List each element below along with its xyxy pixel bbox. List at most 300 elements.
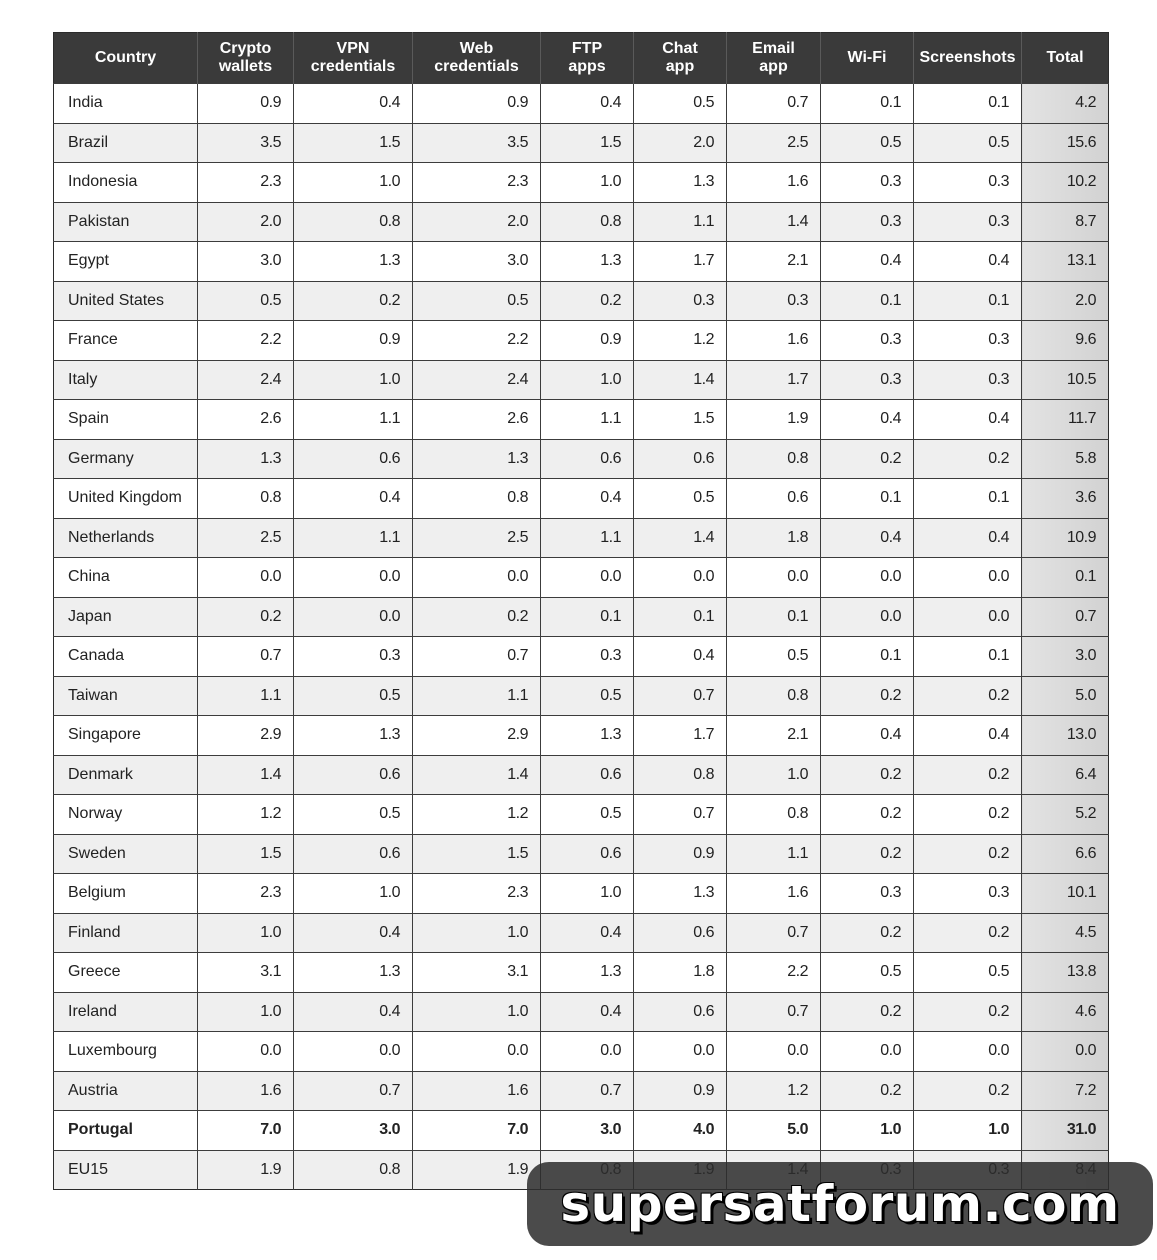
value-cell: 0.5 [198, 281, 294, 321]
value-cell: 0.1 [914, 637, 1022, 677]
country-cell: United Kingdom [54, 479, 198, 519]
country-cell: Greece [54, 953, 198, 993]
value-cell: 0.4 [821, 518, 914, 558]
value-cell: 0.5 [634, 479, 727, 519]
value-cell: 0.3 [914, 202, 1022, 242]
column-header: FTP apps [541, 33, 634, 84]
value-cell: 0.8 [294, 1150, 413, 1190]
total-cell: 13.0 [1022, 716, 1109, 756]
value-cell: 4.0 [634, 1111, 727, 1151]
value-cell: 0.3 [541, 637, 634, 677]
value-cell: 0.4 [821, 242, 914, 282]
value-cell: 0.6 [541, 439, 634, 479]
total-cell: 10.5 [1022, 360, 1109, 400]
value-cell: 0.0 [821, 1032, 914, 1072]
value-cell: 1.3 [294, 953, 413, 993]
value-cell: 0.6 [634, 992, 727, 1032]
watermark-text: supersatforum.com [560, 1175, 1120, 1233]
table-row [54, 716, 1109, 756]
value-cell: 1.6 [727, 874, 821, 914]
value-cell: 3.0 [541, 1111, 634, 1151]
value-cell: 0.2 [821, 992, 914, 1032]
value-cell: 0.4 [914, 518, 1022, 558]
value-cell: 0.8 [541, 202, 634, 242]
value-cell: 1.3 [413, 439, 541, 479]
total-cell: 13.8 [1022, 953, 1109, 993]
value-cell: 1.0 [198, 992, 294, 1032]
table-row [54, 360, 1109, 400]
value-cell: 0.4 [821, 400, 914, 440]
value-cell: 0.7 [634, 795, 727, 835]
value-cell: 0.3 [914, 321, 1022, 361]
value-cell: 0.3 [821, 202, 914, 242]
value-cell: 0.2 [914, 834, 1022, 874]
value-cell: 0.0 [198, 558, 294, 598]
value-cell: 2.4 [198, 360, 294, 400]
value-cell: 2.2 [727, 953, 821, 993]
table-row [54, 242, 1109, 282]
value-cell: 1.0 [413, 992, 541, 1032]
value-cell: 3.5 [413, 123, 541, 163]
table-body [54, 84, 1109, 1190]
value-cell: 0.0 [914, 1032, 1022, 1072]
value-cell: 1.3 [541, 716, 634, 756]
value-cell: 0.6 [294, 834, 413, 874]
value-cell: 1.2 [413, 795, 541, 835]
value-cell: 0.4 [294, 992, 413, 1032]
value-cell: 0.3 [914, 874, 1022, 914]
value-cell: 0.2 [914, 913, 1022, 953]
value-cell: 0.5 [821, 953, 914, 993]
country-cell: Pakistan [54, 202, 198, 242]
value-cell: 0.7 [198, 637, 294, 677]
value-cell: 1.1 [634, 202, 727, 242]
country-cell: Sweden [54, 834, 198, 874]
value-cell: 1.1 [198, 676, 294, 716]
value-cell: 0.7 [541, 1071, 634, 1111]
value-cell: 0.2 [541, 281, 634, 321]
value-cell: 7.0 [413, 1111, 541, 1151]
value-cell: 0.0 [634, 558, 727, 598]
country-cell: Finland [54, 913, 198, 953]
country-cell: Spain [54, 400, 198, 440]
value-cell: 3.1 [198, 953, 294, 993]
value-cell: 1.3 [294, 716, 413, 756]
value-cell: 0.6 [294, 755, 413, 795]
value-cell: 1.8 [727, 518, 821, 558]
value-cell: 0.7 [294, 1071, 413, 1111]
value-cell: 0.0 [294, 597, 413, 637]
value-cell: 0.6 [727, 479, 821, 519]
value-cell: 0.8 [727, 795, 821, 835]
value-cell: 1.8 [634, 953, 727, 993]
table-row [54, 597, 1109, 637]
value-cell: 0.2 [914, 755, 1022, 795]
total-cell: 4.5 [1022, 913, 1109, 953]
country-cell: Portugal [54, 1111, 198, 1151]
total-cell: 5.2 [1022, 795, 1109, 835]
value-cell: 1.7 [634, 242, 727, 282]
value-cell: 0.2 [914, 992, 1022, 1032]
table-row [54, 321, 1109, 361]
value-cell: 1.5 [634, 400, 727, 440]
value-cell: 0.8 [294, 202, 413, 242]
country-cell: China [54, 558, 198, 598]
value-cell: 0.2 [198, 597, 294, 637]
value-cell: 1.7 [727, 360, 821, 400]
value-cell: 1.6 [727, 321, 821, 361]
value-cell: 2.3 [413, 874, 541, 914]
country-cell: India [54, 84, 198, 124]
country-cell: Austria [54, 1071, 198, 1111]
value-cell: 1.6 [727, 163, 821, 203]
value-cell: 0.8 [198, 479, 294, 519]
value-cell: 0.4 [914, 400, 1022, 440]
value-cell: 0.2 [914, 1071, 1022, 1111]
value-cell: 0.1 [634, 597, 727, 637]
value-cell: 1.5 [198, 834, 294, 874]
value-cell: 1.0 [294, 163, 413, 203]
country-cell: Egypt [54, 242, 198, 282]
table-header-row [54, 33, 1109, 84]
value-cell: 2.6 [413, 400, 541, 440]
total-cell: 6.4 [1022, 755, 1109, 795]
value-cell: 2.1 [727, 242, 821, 282]
total-cell: 10.9 [1022, 518, 1109, 558]
value-cell: 1.0 [294, 874, 413, 914]
value-cell: 1.0 [198, 913, 294, 953]
value-cell: 1.4 [413, 755, 541, 795]
value-cell: 1.3 [634, 163, 727, 203]
value-cell: 1.4 [634, 360, 727, 400]
column-header: Email app [727, 33, 821, 84]
value-cell: 0.1 [727, 597, 821, 637]
value-cell: 0.4 [294, 84, 413, 124]
value-cell: 1.9 [413, 1150, 541, 1190]
value-cell: 0.3 [914, 360, 1022, 400]
value-cell: 3.0 [198, 242, 294, 282]
country-cell: United States [54, 281, 198, 321]
country-cell: Belgium [54, 874, 198, 914]
table-row [54, 913, 1109, 953]
value-cell: 1.7 [634, 716, 727, 756]
value-cell: 0.0 [413, 558, 541, 598]
value-cell: 2.5 [727, 123, 821, 163]
value-cell: 1.0 [541, 163, 634, 203]
value-cell: 0.8 [634, 755, 727, 795]
table-row [54, 795, 1109, 835]
value-cell: 1.1 [541, 518, 634, 558]
table-row [54, 755, 1109, 795]
table-row [54, 202, 1109, 242]
total-cell: 11.7 [1022, 400, 1109, 440]
value-cell: 0.8 [413, 479, 541, 519]
value-cell: 0.5 [294, 795, 413, 835]
value-cell: 0.1 [821, 84, 914, 124]
value-cell: 1.3 [541, 242, 634, 282]
value-cell: 0.9 [634, 834, 727, 874]
total-cell: 5.8 [1022, 439, 1109, 479]
value-cell: 0.1 [914, 479, 1022, 519]
value-cell: 0.7 [727, 84, 821, 124]
table-row [54, 439, 1109, 479]
total-cell: 8.7 [1022, 202, 1109, 242]
value-cell: 1.0 [727, 755, 821, 795]
value-cell: 0.4 [541, 992, 634, 1032]
country-cell: France [54, 321, 198, 361]
table-row [54, 518, 1109, 558]
value-cell: 0.6 [541, 834, 634, 874]
value-cell: 0.0 [821, 597, 914, 637]
value-cell: 7.0 [198, 1111, 294, 1151]
value-cell: 0.1 [821, 637, 914, 677]
value-cell: 0.1 [821, 479, 914, 519]
value-cell: 0.0 [198, 1032, 294, 1072]
value-cell: 0.5 [821, 123, 914, 163]
data-table-container [53, 32, 1108, 1190]
value-cell: 1.9 [727, 400, 821, 440]
value-cell: 0.3 [294, 637, 413, 677]
value-cell: 0.0 [294, 1032, 413, 1072]
value-cell: 1.1 [413, 676, 541, 716]
value-cell: 0.7 [413, 637, 541, 677]
column-header: Screenshots [914, 33, 1022, 84]
value-cell: 0.2 [914, 676, 1022, 716]
value-cell: 0.2 [914, 439, 1022, 479]
value-cell: 0.2 [821, 1071, 914, 1111]
value-cell: 3.1 [413, 953, 541, 993]
value-cell: 5.0 [727, 1111, 821, 1151]
value-cell: 0.4 [914, 242, 1022, 282]
value-cell: 1.4 [198, 755, 294, 795]
country-cell: Denmark [54, 755, 198, 795]
total-cell: 6.6 [1022, 834, 1109, 874]
value-cell: 1.0 [914, 1111, 1022, 1151]
value-cell: 0.0 [727, 1032, 821, 1072]
column-header: Wi-Fi [821, 33, 914, 84]
value-cell: 0.2 [821, 913, 914, 953]
value-cell: 0.4 [541, 84, 634, 124]
value-cell: 0.8 [727, 439, 821, 479]
value-cell: 0.3 [821, 360, 914, 400]
value-cell: 2.3 [198, 874, 294, 914]
table-row [54, 84, 1109, 124]
value-cell: 0.5 [914, 123, 1022, 163]
value-cell: 2.0 [634, 123, 727, 163]
value-cell: 1.6 [198, 1071, 294, 1111]
value-cell: 2.1 [727, 716, 821, 756]
total-cell: 9.6 [1022, 321, 1109, 361]
table-row [54, 676, 1109, 716]
country-cell: Luxembourg [54, 1032, 198, 1072]
country-cell: Japan [54, 597, 198, 637]
value-cell: 0.5 [541, 676, 634, 716]
value-cell: 1.1 [727, 834, 821, 874]
value-cell: 0.9 [198, 84, 294, 124]
value-cell: 3.0 [294, 1111, 413, 1151]
column-header: Web credentials [413, 33, 541, 84]
value-cell: 0.9 [294, 321, 413, 361]
value-cell: 1.3 [541, 953, 634, 993]
value-cell: 0.4 [634, 637, 727, 677]
value-cell: 0.6 [634, 439, 727, 479]
value-cell: 0.2 [821, 676, 914, 716]
value-cell: 0.3 [727, 281, 821, 321]
value-cell: 2.0 [413, 202, 541, 242]
value-cell: 2.4 [413, 360, 541, 400]
value-cell: 0.7 [727, 913, 821, 953]
value-cell: 1.9 [198, 1150, 294, 1190]
value-cell: 0.3 [821, 321, 914, 361]
value-cell: 2.9 [198, 716, 294, 756]
value-cell: 0.8 [727, 676, 821, 716]
value-cell: 2.2 [413, 321, 541, 361]
value-cell: 0.3 [914, 163, 1022, 203]
country-cell: Canada [54, 637, 198, 677]
value-cell: 2.5 [413, 518, 541, 558]
table-row [54, 400, 1109, 440]
value-cell: 0.5 [413, 281, 541, 321]
value-cell: 0.2 [914, 795, 1022, 835]
table-row [54, 953, 1109, 993]
value-cell: 0.6 [634, 913, 727, 953]
value-cell: 0.9 [541, 321, 634, 361]
value-cell: 0.1 [541, 597, 634, 637]
value-cell: 1.0 [413, 913, 541, 953]
table-row [54, 1071, 1109, 1111]
table-header [54, 33, 1109, 84]
value-cell: 0.6 [541, 755, 634, 795]
value-cell: 0.2 [413, 597, 541, 637]
value-cell: 1.1 [294, 400, 413, 440]
value-cell: 0.0 [914, 597, 1022, 637]
country-cell: Ireland [54, 992, 198, 1032]
value-cell: 0.9 [413, 84, 541, 124]
value-cell: 1.4 [727, 202, 821, 242]
value-cell: 1.2 [198, 795, 294, 835]
value-cell: 1.3 [634, 874, 727, 914]
table-row [54, 874, 1109, 914]
table-row [54, 558, 1109, 598]
value-cell: 1.0 [541, 874, 634, 914]
value-cell: 0.0 [294, 558, 413, 598]
value-cell: 0.0 [727, 558, 821, 598]
table-row [54, 1111, 1109, 1151]
country-cell: Brazil [54, 123, 198, 163]
table-row [54, 1032, 1109, 1072]
value-cell: 0.5 [634, 84, 727, 124]
value-cell: 0.4 [541, 479, 634, 519]
column-header: Total [1022, 33, 1109, 84]
value-cell: 1.1 [294, 518, 413, 558]
total-cell: 0.0 [1022, 1032, 1109, 1072]
value-cell: 0.9 [634, 1071, 727, 1111]
value-cell: 2.6 [198, 400, 294, 440]
value-cell: 1.3 [294, 242, 413, 282]
value-cell: 2.5 [198, 518, 294, 558]
country-cell: EU15 [54, 1150, 198, 1190]
value-cell: 0.3 [634, 281, 727, 321]
value-cell: 0.2 [294, 281, 413, 321]
value-cell: 0.5 [727, 637, 821, 677]
value-cell: 0.0 [634, 1032, 727, 1072]
total-cell: 3.0 [1022, 637, 1109, 677]
value-cell: 0.5 [914, 953, 1022, 993]
value-cell: 0.6 [294, 439, 413, 479]
column-header: VPN credentials [294, 33, 413, 84]
total-cell: 0.1 [1022, 558, 1109, 598]
value-cell: 2.0 [198, 202, 294, 242]
country-cell: Norway [54, 795, 198, 835]
value-cell: 1.0 [821, 1111, 914, 1151]
total-cell: 3.6 [1022, 479, 1109, 519]
value-cell: 0.3 [821, 874, 914, 914]
value-cell: 1.2 [727, 1071, 821, 1111]
value-cell: 0.4 [541, 913, 634, 953]
value-cell: 1.3 [198, 439, 294, 479]
total-cell: 7.2 [1022, 1071, 1109, 1111]
value-cell: 2.3 [198, 163, 294, 203]
value-cell: 0.0 [821, 558, 914, 598]
value-cell: 1.1 [541, 400, 634, 440]
table-row [54, 834, 1109, 874]
total-cell: 4.6 [1022, 992, 1109, 1032]
total-cell: 31.0 [1022, 1111, 1109, 1151]
value-cell: 1.4 [634, 518, 727, 558]
value-cell: 3.5 [198, 123, 294, 163]
value-cell: 1.6 [413, 1071, 541, 1111]
data-table [53, 32, 1109, 1190]
value-cell: 2.3 [413, 163, 541, 203]
table-row [54, 637, 1109, 677]
value-cell: 0.5 [294, 676, 413, 716]
value-cell: 0.2 [821, 755, 914, 795]
value-cell: 0.1 [914, 281, 1022, 321]
value-cell: 1.2 [634, 321, 727, 361]
column-header: Chat app [634, 33, 727, 84]
value-cell: 0.0 [541, 1032, 634, 1072]
value-cell: 0.3 [821, 163, 914, 203]
value-cell: 0.0 [413, 1032, 541, 1072]
table-row [54, 992, 1109, 1032]
value-cell: 0.0 [541, 558, 634, 598]
country-cell: Taiwan [54, 676, 198, 716]
value-cell: 3.0 [413, 242, 541, 282]
value-cell: 1.5 [294, 123, 413, 163]
value-cell: 0.2 [821, 795, 914, 835]
value-cell: 0.2 [821, 834, 914, 874]
value-cell: 1.0 [541, 360, 634, 400]
total-cell: 2.0 [1022, 281, 1109, 321]
country-cell: Indonesia [54, 163, 198, 203]
country-cell: Italy [54, 360, 198, 400]
value-cell: 0.4 [821, 716, 914, 756]
total-cell: 4.2 [1022, 84, 1109, 124]
value-cell: 0.5 [541, 795, 634, 835]
total-cell: 10.2 [1022, 163, 1109, 203]
value-cell: 0.2 [821, 439, 914, 479]
total-cell: 13.1 [1022, 242, 1109, 282]
column-header: Crypto wallets [198, 33, 294, 84]
country-cell: Netherlands [54, 518, 198, 558]
table-row [54, 163, 1109, 203]
value-cell: 0.1 [821, 281, 914, 321]
country-cell: Singapore [54, 716, 198, 756]
value-cell: 0.4 [294, 479, 413, 519]
total-cell: 15.6 [1022, 123, 1109, 163]
country-cell: Germany [54, 439, 198, 479]
total-cell: 5.0 [1022, 676, 1109, 716]
